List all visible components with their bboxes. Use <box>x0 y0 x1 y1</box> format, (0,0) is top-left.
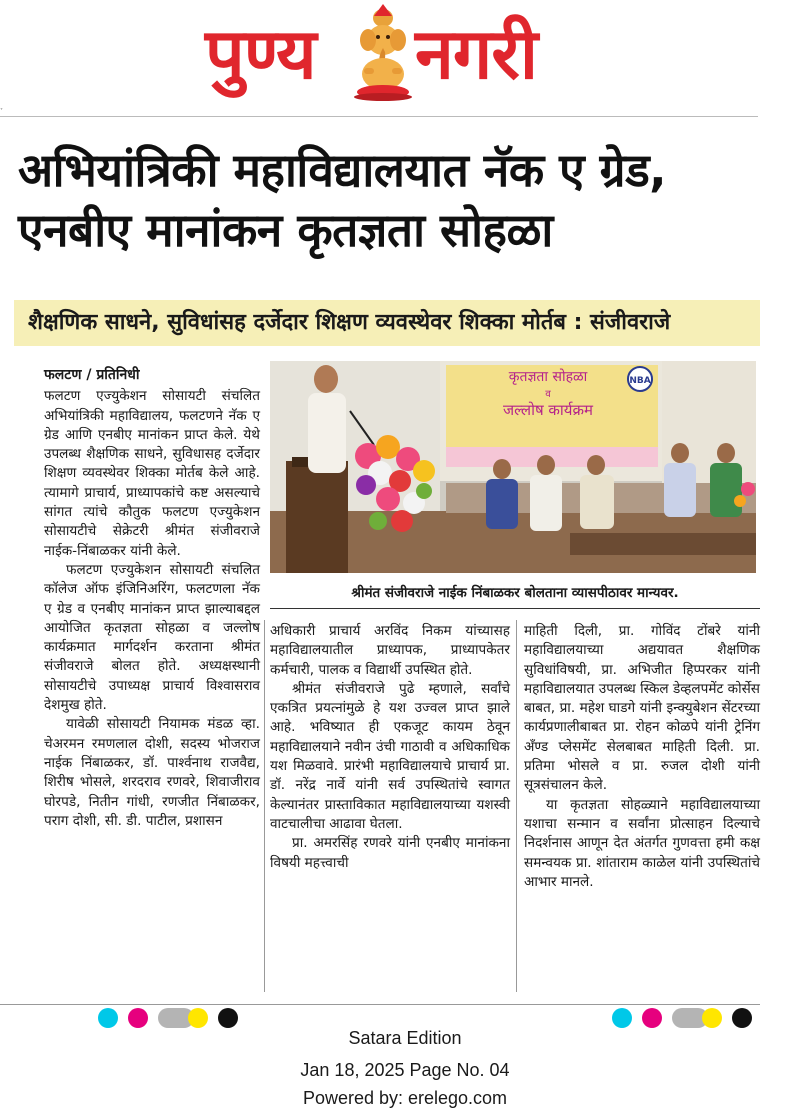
photo-banner-line-1: कृतज्ञता सोहळा <box>508 369 588 385</box>
paragraph: अधिकारी प्राचार्य अरविंद निकम यांच्यासह महाविद्यालयातील प्राध्यापक, प्राध्यापकेतर कर्मचारी, पालक व विद्यार्थी उपस्थित होते. <box>270 623 510 678</box>
event-photo <box>270 361 756 573</box>
photo-banner-line-3: जल्लोष कार्यक्रम <box>503 401 593 419</box>
paragraph: यावेळी सोसायटी नियामक मंडळ व्हा. चेअरमन रमणलाल दोशी, सदस्य भोजराज नाईक निंबाळकर, डॉ. पार्श्वनाथ राजवैद्य, शिरीष भोसले, शरदराव रणवरे, शिवाजीराव घोरपडे, नितीन गांधी, रणजीत निंबाळकर, पराग दोशी, सी. डी. पाटील, प्रशासन <box>44 716 260 829</box>
photo-caption: श्रीमंत संजीवराजे नाईक निंबाळकर बोलताना व्यासपीठावर मान्यवर. <box>351 585 679 601</box>
deck-banner <box>14 300 760 346</box>
registration-dot <box>612 1008 632 1028</box>
paragraph: फलटण एज्युकेशन सोसायटी संचलित कॉलेज ऑफ इंजिनिअरिंग, फलटणला नॅक ए ग्रेड व एनबीए मानांकन प्राप्त झाल्याबद्दल आयोजित कृतज्ञता सोहळा व जल्लोष कार्यक्रमात मार्गदर्शन करताना श्रीमंत संजीवराजे बोलत होते. अध्यक्षस्थानी सोसायटीचे उपाध्यक्ष प्राचार्य विश्वासराव देशमुख होते. <box>44 561 260 714</box>
paragraph: प्रा. अमरसिंह रणवरे यांनी एनबीए मानांकना विषयी महत्त्वाची <box>270 835 510 871</box>
powered-by-link[interactable]: Powered by: erelego.com <box>302 1088 508 1108</box>
registration-dot <box>98 1008 118 1028</box>
photo-banner-line-2: व <box>545 389 551 400</box>
registration-dot <box>702 1008 722 1028</box>
registration-dot <box>188 1008 208 1028</box>
headline-line-1: अभियांत्रिकी महाविद्यालयात नॅक ए ग्रेड, <box>18 143 667 197</box>
masthead-title-right: नगरी <box>415 12 538 95</box>
column-divider <box>264 620 265 992</box>
photo-badge: NBA <box>629 376 651 386</box>
headline-line-2: एनबीए मानांकन कृतज्ञता सोहळा <box>18 203 553 257</box>
registration-dot <box>218 1008 238 1028</box>
event-photo-illustration <box>270 361 756 573</box>
caption-rule <box>270 608 760 609</box>
registration-dot <box>642 1008 662 1028</box>
paragraph: फलटण एज्युकेशन सोसायटी संचलित अभियांत्रिकी महाविद्यालय, फलटणने नॅक ए ग्रेड आणि एनबीए मानांकन प्राप्त केले. येथे उपलब्ध शैक्षणिक साधने, सुविधासह दर्जेदार शिक्षण व्यवस्थेवर शिक्का मोर्तब केले आहे. त्यामागे प्राचार्य, प्राध्यापकांचे कष्ट असल्याचे सांगत त्यांचे कौतुक फलटण एज्युकेशन सोसायटीचे सेक्रेटरी श्रीमंत संजीवराजे नाईक-निंबाळकर यांनी केले. <box>44 388 260 559</box>
registration-dot <box>732 1008 752 1028</box>
margin-mark: ˯ <box>0 101 3 111</box>
column-divider <box>516 620 517 992</box>
masthead <box>0 0 810 112</box>
dateline: फलटण / प्रतिनिधी <box>44 367 140 383</box>
article-column-1 <box>44 366 260 831</box>
paragraph: श्रीमंत संजीवराजे पुढे म्हणाले, सर्वांचे एकत्रित प्रयत्नांमुळे हे यश उज्वल प्राप्त झाले आहे. भविष्यात ही एकजूट कायम ठेवून महाविद्यालयाने नवीन उंची गाठावी व अधिकाधिक यश मिळवावे. प्रारंभी महाविद्यालयाचे प्राचार्य प्रा. डॉ. नरेंद्र नार्वे यांनी सर्व उपस्थितांचे स्वागत केल्यानंतर प्रास्ताविकात महाविद्यालयाच्या यशस्वी वाटचालीचा आढावा घेतला. <box>270 680 510 832</box>
headline <box>18 140 778 260</box>
date-page-label: Jan 18, 2025 Page No. 04 <box>300 1060 510 1080</box>
masthead-title-left: पुण्य <box>205 12 316 95</box>
edition-label: Satara Edition <box>348 1028 462 1048</box>
article-column-3 <box>524 622 760 892</box>
registration-dot <box>128 1008 148 1028</box>
paragraph: या कृतज्ञता सोहळ्याने महाविद्यालयाच्या यशाचा सन्मान व सर्वांना प्रोत्साहन दिल्याचे निदर्शनास आणून देत अंतर्गत गुणवत्ता हमी कक्ष समन्वयक प्रा. शांताराम काळेल यांनी उपस्थितांचे आभार मानले. <box>524 796 760 890</box>
deck-text: शैक्षणिक साधने, सुविधांसह दर्जेदार शिक्षण व्यवस्थेवर शिक्का मोर्तब : संजीवराजे <box>28 310 671 335</box>
masthead-rule <box>0 116 758 117</box>
page-bottom-rule <box>0 1004 760 1005</box>
article-column-2 <box>270 622 510 873</box>
paragraph: माहिती दिली, प्रा. गोविंद टोंबरे यांनी महाविद्यालयाच्या अद्ययावत शैक्षणिक सुविधांविषयी, प्रा. अभिजीत हिप्परकर यांनी महाविद्यालयात उपलब्ध स्किल डेव्हलपमेंट कोर्सेस बाबत, प्रा. महेश घाडगे यांनी इन्क्युबेशन सेंटरच्या कार्यप्रणालीबाबत प्रा. रोहन कोळपे यांनी ट्रेनिंग अँण्ड प्लेसमेंट सेलबाबत माहिती दिली. प्रा. प्रतिमा भोसले व प्रा. रुजल दोशी यांनी सूत्रसंचालन केले. <box>524 623 760 794</box>
ganesh-emblem-icon <box>352 2 414 102</box>
